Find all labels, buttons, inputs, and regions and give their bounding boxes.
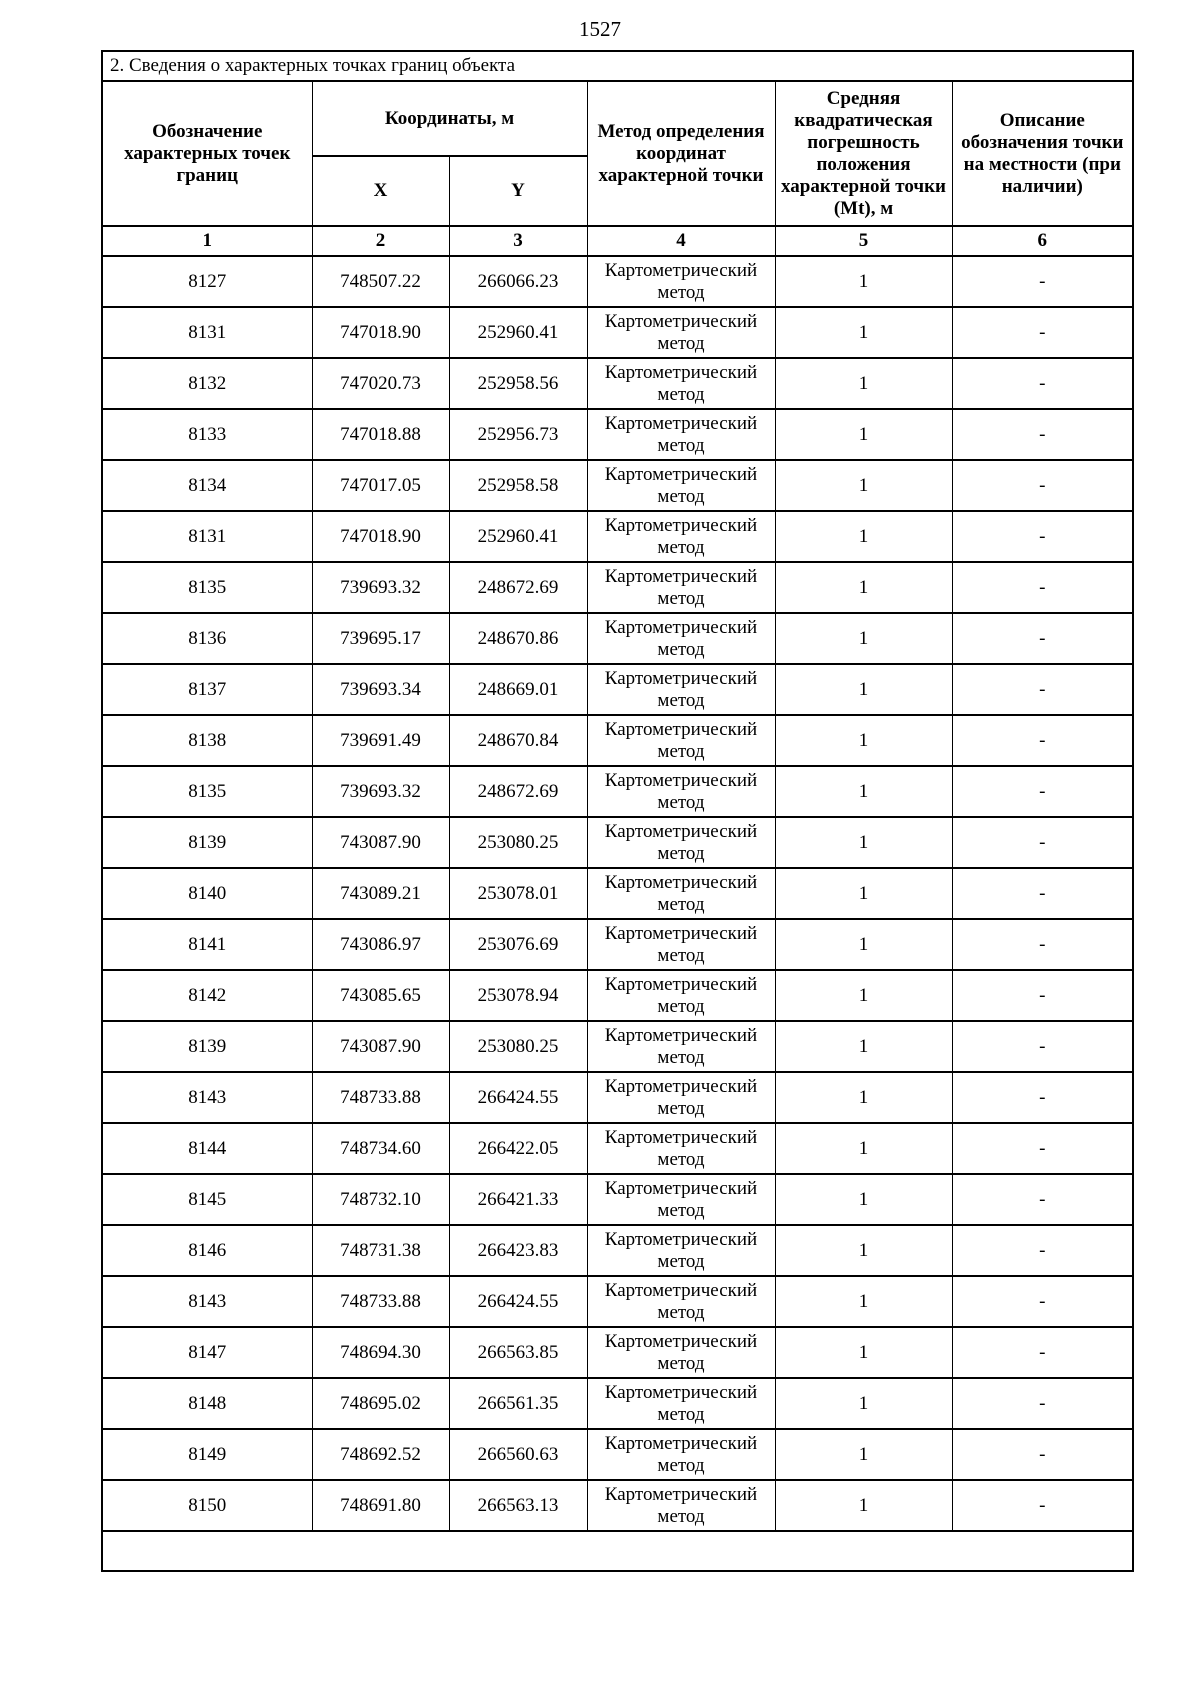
table-row xyxy=(102,613,1133,664)
x-coordinate-cell: 748695.02 xyxy=(312,1378,449,1429)
method-cell: Картометрический метод xyxy=(587,1378,775,1429)
method-cell: Картометрический метод xyxy=(587,562,775,613)
mt-error-cell: 1 xyxy=(775,613,952,664)
x-coordinate-cell: 748692.52 xyxy=(312,1429,449,1480)
point-cell: 8140 xyxy=(102,868,312,919)
x-coordinate-cell: 739691.49 xyxy=(312,715,449,766)
x-coordinate-cell: 747018.90 xyxy=(312,307,449,358)
x-coordinate-cell: 739695.17 xyxy=(312,613,449,664)
y-coordinate-cell: 266560.63 xyxy=(449,1429,587,1480)
col-header-description: Описание обозначения точки на местности (при наличии) xyxy=(952,81,1133,226)
point-cell: 8127 xyxy=(102,256,312,307)
method-cell: Картометрический метод xyxy=(587,1225,775,1276)
col-header-mt-error: Средняя квадратическая погрешность положения характерной точки (Mt), м xyxy=(775,81,952,226)
description-cell: - xyxy=(952,1276,1133,1327)
mt-error-cell: 1 xyxy=(775,664,952,715)
method-cell: Картометрический метод xyxy=(587,1174,775,1225)
mt-error-cell: 1 xyxy=(775,715,952,766)
y-coordinate-cell: 253076.69 xyxy=(449,919,587,970)
point-cell: 8135 xyxy=(102,562,312,613)
table-header-row xyxy=(102,81,1133,156)
empty-footer-row xyxy=(102,1531,1133,1571)
point-cell: 8150 xyxy=(102,1480,312,1531)
y-coordinate-cell: 248672.69 xyxy=(449,562,587,613)
table-row xyxy=(102,460,1133,511)
x-coordinate-cell: 748733.88 xyxy=(312,1276,449,1327)
x-coordinate-cell: 748507.22 xyxy=(312,256,449,307)
point-cell: 8143 xyxy=(102,1276,312,1327)
description-cell: - xyxy=(952,1327,1133,1378)
x-coordinate-cell: 747018.88 xyxy=(312,409,449,460)
mt-error-cell: 1 xyxy=(775,1174,952,1225)
x-coordinate-cell: 743087.90 xyxy=(312,1021,449,1072)
table-row xyxy=(102,817,1133,868)
description-cell: - xyxy=(952,511,1133,562)
boundary-points-table xyxy=(101,50,1134,1572)
mt-error-cell: 1 xyxy=(775,1429,952,1480)
table-row xyxy=(102,766,1133,817)
point-cell: 8149 xyxy=(102,1429,312,1480)
point-cell: 8137 xyxy=(102,664,312,715)
method-cell: Картометрический метод xyxy=(587,256,775,307)
point-cell: 8139 xyxy=(102,1021,312,1072)
y-coordinate-cell: 252958.58 xyxy=(449,460,587,511)
point-cell: 8141 xyxy=(102,919,312,970)
table-row xyxy=(102,664,1133,715)
point-cell: 8136 xyxy=(102,613,312,664)
mt-error-cell: 1 xyxy=(775,409,952,460)
table-row xyxy=(102,1276,1133,1327)
mt-error-cell: 1 xyxy=(775,1480,952,1531)
y-coordinate-cell: 253078.01 xyxy=(449,868,587,919)
description-cell: - xyxy=(952,460,1133,511)
mt-error-cell: 1 xyxy=(775,460,952,511)
description-cell: - xyxy=(952,1174,1133,1225)
mt-error-cell: 1 xyxy=(775,1276,952,1327)
description-cell: - xyxy=(952,562,1133,613)
column-numbers-row xyxy=(102,226,1133,256)
description-cell: - xyxy=(952,613,1133,664)
description-cell: - xyxy=(952,409,1133,460)
column-number-6: 6 xyxy=(952,226,1133,256)
point-cell: 8133 xyxy=(102,409,312,460)
table-row xyxy=(102,256,1133,307)
mt-error-cell: 1 xyxy=(775,919,952,970)
method-cell: Картометрический метод xyxy=(587,970,775,1021)
column-number-1: 1 xyxy=(102,226,312,256)
method-cell: Картометрический метод xyxy=(587,1327,775,1378)
y-coordinate-cell: 266422.05 xyxy=(449,1123,587,1174)
column-number-3: 3 xyxy=(449,226,587,256)
method-cell: Картометрический метод xyxy=(587,1072,775,1123)
method-cell: Картометрический метод xyxy=(587,715,775,766)
mt-error-cell: 1 xyxy=(775,970,952,1021)
table-row xyxy=(102,1378,1133,1429)
x-coordinate-cell: 739693.32 xyxy=(312,562,449,613)
description-cell: - xyxy=(952,1072,1133,1123)
method-cell: Картометрический метод xyxy=(587,307,775,358)
method-cell: Картометрический метод xyxy=(587,1480,775,1531)
point-cell: 8134 xyxy=(102,460,312,511)
column-number-2: 2 xyxy=(312,226,449,256)
method-cell: Картометрический метод xyxy=(587,817,775,868)
table-row xyxy=(102,1021,1133,1072)
y-coordinate-cell: 266561.35 xyxy=(449,1378,587,1429)
table-row xyxy=(102,1480,1133,1531)
y-coordinate-cell: 253080.25 xyxy=(449,817,587,868)
x-coordinate-cell: 743089.21 xyxy=(312,868,449,919)
description-cell: - xyxy=(952,970,1133,1021)
y-coordinate-cell: 252958.56 xyxy=(449,358,587,409)
mt-error-cell: 1 xyxy=(775,1378,952,1429)
point-cell: 8145 xyxy=(102,1174,312,1225)
description-cell: - xyxy=(952,1021,1133,1072)
table-row xyxy=(102,409,1133,460)
table-row xyxy=(102,1327,1133,1378)
y-coordinate-cell: 252960.41 xyxy=(449,307,587,358)
table-row xyxy=(102,970,1133,1021)
point-cell: 8143 xyxy=(102,1072,312,1123)
empty-footer-cell xyxy=(102,1531,1133,1571)
description-cell: - xyxy=(952,1378,1133,1429)
table-row xyxy=(102,919,1133,970)
col-header-method: Метод определения координат характерной точки xyxy=(587,81,775,226)
point-cell: 8146 xyxy=(102,1225,312,1276)
table-row xyxy=(102,1123,1133,1174)
method-cell: Картометрический метод xyxy=(587,358,775,409)
y-coordinate-cell: 266424.55 xyxy=(449,1072,587,1123)
mt-error-cell: 1 xyxy=(775,1225,952,1276)
x-coordinate-cell: 748734.60 xyxy=(312,1123,449,1174)
point-cell: 8147 xyxy=(102,1327,312,1378)
point-cell: 8131 xyxy=(102,511,312,562)
y-coordinate-cell: 248672.69 xyxy=(449,766,587,817)
method-cell: Картометрический метод xyxy=(587,919,775,970)
table-row xyxy=(102,562,1133,613)
mt-error-cell: 1 xyxy=(775,358,952,409)
method-cell: Картометрический метод xyxy=(587,868,775,919)
y-coordinate-cell: 266563.85 xyxy=(449,1327,587,1378)
method-cell: Картометрический метод xyxy=(587,1123,775,1174)
description-cell: - xyxy=(952,868,1133,919)
mt-error-cell: 1 xyxy=(775,1123,952,1174)
table-row xyxy=(102,1174,1133,1225)
col-header-x: X xyxy=(312,156,449,226)
x-coordinate-cell: 739693.32 xyxy=(312,766,449,817)
mt-error-cell: 1 xyxy=(775,562,952,613)
method-cell: Картометрический метод xyxy=(587,1276,775,1327)
table-row xyxy=(102,307,1133,358)
method-cell: Картометрический метод xyxy=(587,766,775,817)
y-coordinate-cell: 266563.13 xyxy=(449,1480,587,1531)
section-title-row xyxy=(102,51,1133,81)
col-header-y: Y xyxy=(449,156,587,226)
y-coordinate-cell: 266066.23 xyxy=(449,256,587,307)
table-row xyxy=(102,511,1133,562)
description-cell: - xyxy=(952,307,1133,358)
y-coordinate-cell: 252956.73 xyxy=(449,409,587,460)
method-cell: Картометрический метод xyxy=(587,664,775,715)
method-cell: Картометрический метод xyxy=(587,511,775,562)
mt-error-cell: 1 xyxy=(775,1327,952,1378)
table-row xyxy=(102,1072,1133,1123)
mt-error-cell: 1 xyxy=(775,1072,952,1123)
description-cell: - xyxy=(952,715,1133,766)
point-cell: 8142 xyxy=(102,970,312,1021)
mt-error-cell: 1 xyxy=(775,511,952,562)
point-cell: 8132 xyxy=(102,358,312,409)
page-number: 1527 xyxy=(579,17,621,41)
method-cell: Картометрический метод xyxy=(587,613,775,664)
mt-error-cell: 1 xyxy=(775,868,952,919)
x-coordinate-cell: 748733.88 xyxy=(312,1072,449,1123)
mt-error-cell: 1 xyxy=(775,256,952,307)
table-row xyxy=(102,358,1133,409)
y-coordinate-cell: 252960.41 xyxy=(449,511,587,562)
method-cell: Картометрический метод xyxy=(587,409,775,460)
section-title: 2. Сведения о характерных точках границ объекта xyxy=(102,51,1133,81)
x-coordinate-cell: 748732.10 xyxy=(312,1174,449,1225)
y-coordinate-cell: 253080.25 xyxy=(449,1021,587,1072)
description-cell: - xyxy=(952,1225,1133,1276)
y-coordinate-cell: 253078.94 xyxy=(449,970,587,1021)
description-cell: - xyxy=(952,1123,1133,1174)
table-row xyxy=(102,868,1133,919)
y-coordinate-cell: 266423.83 xyxy=(449,1225,587,1276)
mt-error-cell: 1 xyxy=(775,1021,952,1072)
description-cell: - xyxy=(952,1480,1133,1531)
column-number-5: 5 xyxy=(775,226,952,256)
x-coordinate-cell: 747018.90 xyxy=(312,511,449,562)
column-number-4: 4 xyxy=(587,226,775,256)
mt-error-cell: 1 xyxy=(775,307,952,358)
x-coordinate-cell: 739693.34 xyxy=(312,664,449,715)
point-cell: 8139 xyxy=(102,817,312,868)
x-coordinate-cell: 747017.05 xyxy=(312,460,449,511)
description-cell: - xyxy=(952,664,1133,715)
y-coordinate-cell: 248670.86 xyxy=(449,613,587,664)
table-row xyxy=(102,1429,1133,1480)
x-coordinate-cell: 743087.90 xyxy=(312,817,449,868)
table-row xyxy=(102,715,1133,766)
description-cell: - xyxy=(952,256,1133,307)
mt-error-cell: 1 xyxy=(775,766,952,817)
method-cell: Картометрический метод xyxy=(587,1021,775,1072)
y-coordinate-cell: 248669.01 xyxy=(449,664,587,715)
x-coordinate-cell: 747020.73 xyxy=(312,358,449,409)
x-coordinate-cell: 743085.65 xyxy=(312,970,449,1021)
x-coordinate-cell: 748691.80 xyxy=(312,1480,449,1531)
x-coordinate-cell: 748731.38 xyxy=(312,1225,449,1276)
description-cell: - xyxy=(952,817,1133,868)
point-cell: 8148 xyxy=(102,1378,312,1429)
point-cell: 8135 xyxy=(102,766,312,817)
method-cell: Картометрический метод xyxy=(587,1429,775,1480)
description-cell: - xyxy=(952,358,1133,409)
point-cell: 8144 xyxy=(102,1123,312,1174)
y-coordinate-cell: 266424.55 xyxy=(449,1276,587,1327)
description-cell: - xyxy=(952,766,1133,817)
x-coordinate-cell: 743086.97 xyxy=(312,919,449,970)
description-cell: - xyxy=(952,919,1133,970)
col-header-coordinates: Координаты, м xyxy=(312,81,587,156)
description-cell: - xyxy=(952,1429,1133,1480)
mt-error-cell: 1 xyxy=(775,817,952,868)
table-row xyxy=(102,1225,1133,1276)
y-coordinate-cell: 248670.84 xyxy=(449,715,587,766)
point-cell: 8131 xyxy=(102,307,312,358)
y-coordinate-cell: 266421.33 xyxy=(449,1174,587,1225)
method-cell: Картометрический метод xyxy=(587,460,775,511)
col-header-point-designation: Обозначение характерных точек границ xyxy=(102,81,312,226)
x-coordinate-cell: 748694.30 xyxy=(312,1327,449,1378)
point-cell: 8138 xyxy=(102,715,312,766)
